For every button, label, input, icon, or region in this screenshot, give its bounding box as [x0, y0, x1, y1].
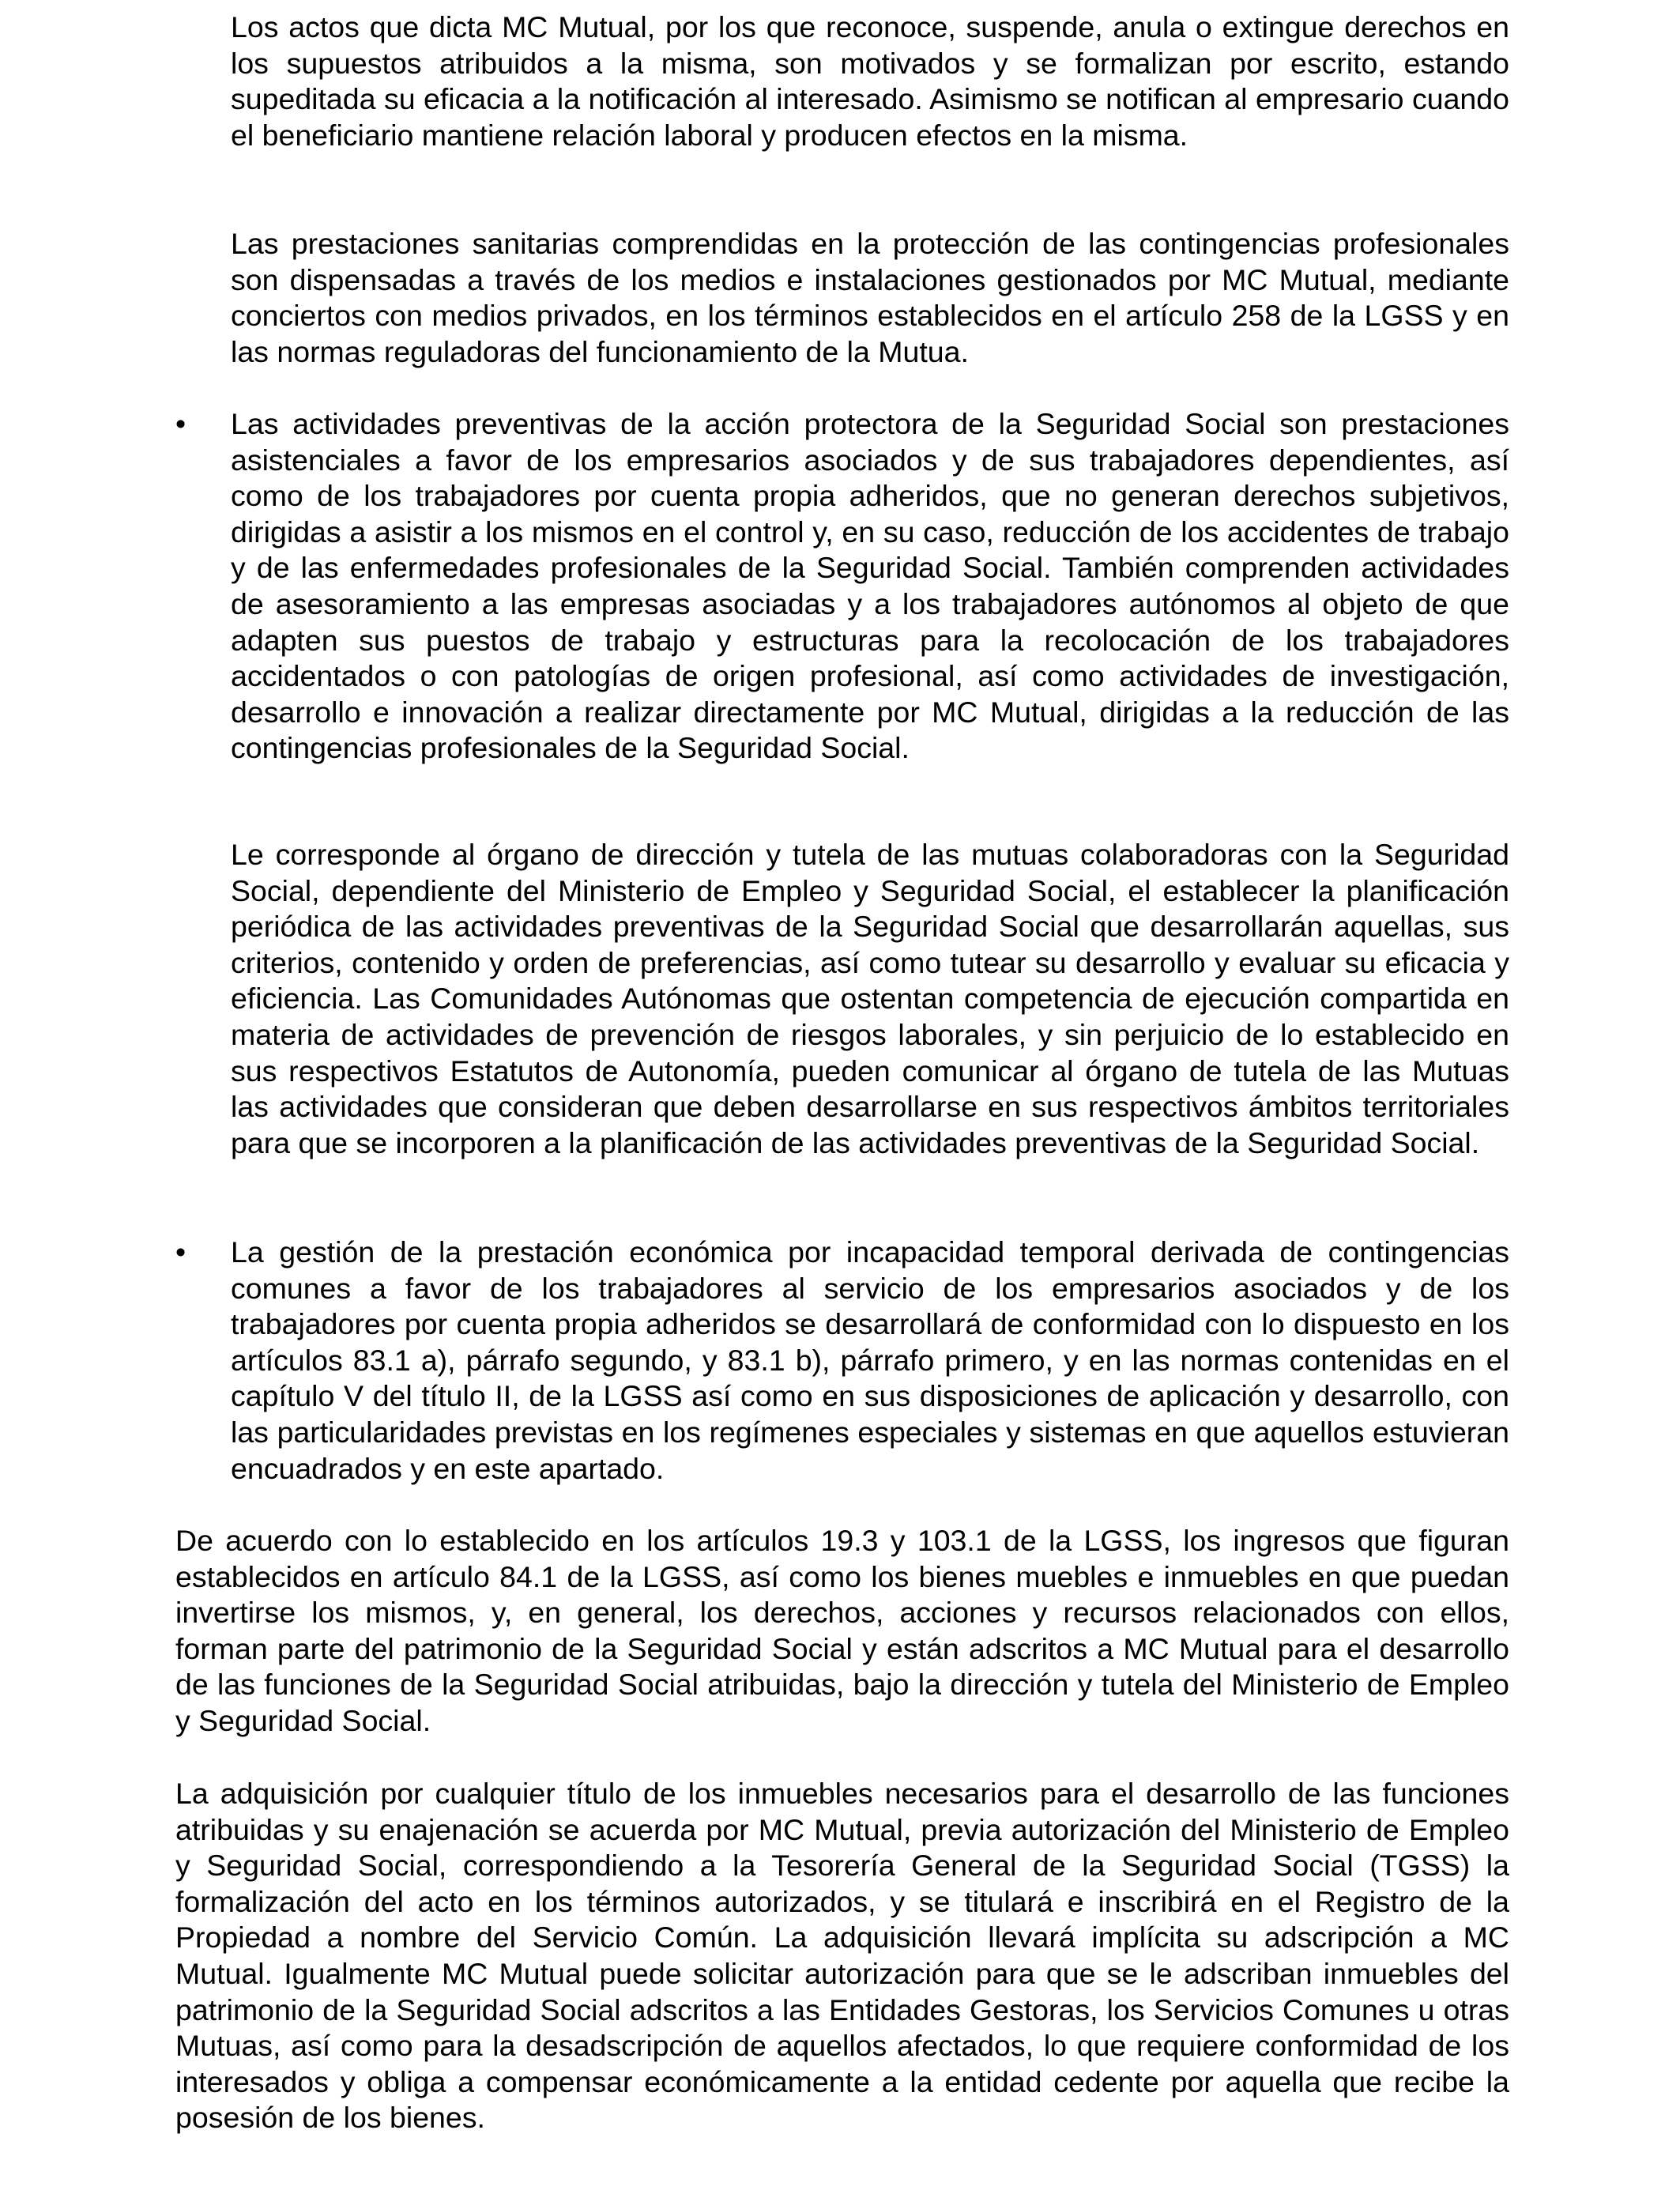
paragraph-property-acquisition: La adquisición por cualquier título de los inmuebles necesarios para el desarrollo de las funciones atribuidas y su enajenación se acuerda por MC Mutual, previa autorización del Ministerio de Empleo y Seguridad Social, correspondiendo a la Tesorería General de la Seguridad Social (TGSS) la formalización del acto en los términos autorizados, y se titulará e inscribirá en el Registro de la Propiedad a nombre del Servicio Común. La adquisición llevará implícita su adscripción a MC Mutual. Igualmente MC Mutual puede solicitar autorización para que se le adscriban inmuebles del patrimonio de la Seguridad Social adscritos a las Entidades Gestoras, los Servicios Comunes u otras Mutuas, así como para la desadscripción de aquellos afectados, lo que requiere conformidad de los interesados y obliga a compensar económicamente a la entidad cedente por aquella que recibe la posesión de los bienes.	[175, 1777, 1509, 2135]
paragraph-temporary-incapacity: La gestión de la prestación económica por incapacidad temporal derivada de contingencias comunes a favor de los trabajadores al servicio de los empresarios asociados y de los trabajadores por cuenta propia adheridos se desarrollará de conformidad con lo dispuesto en los artículos 83.1 a), párrafo segundo, y 83.1 b), párrafo primero, y en las normas contenidas en el capítulo V del título II, de la LGSS así como en sus disposiciones de aplicación y desarrollo, con las particularidades previstas en los regímenes especiales y sistemas en que aquellos estuvieran encuadrados y en este apartado.	[231, 1235, 1509, 1485]
bullet-marker: •	[175, 407, 186, 440]
bullet-marker: •	[175, 1235, 186, 1269]
paragraph-preventive-activities: Las actividades preventivas de la acción protectora de la Seguridad Social son prestaciones asistenciales a favor de los empresarios asociados y de sus trabajadores dependientes, así como de los trabajadores por cuenta propia adheridos, que no generan derechos subjetivos, dirigidas a asistir a los mismos en el control y, en su caso, reducción de los accidentes de trabajo y de las enfermedades profesionales de la Seguridad Social. También comprenden actividades de asesoramiento a las empresas asociadas y a los trabajadores autónomos al objeto de que adapten sus puestos de trabajo y estructuras para la recolocación de los trabajadores accidentados o con patologías de origen profesional, así como actividades de investigación, desarrollo e innovación a realizar directamente por MC Mutual, dirigidas a la reducción de las contingencias profesionales de la Seguridad Social.	[231, 407, 1509, 765]
paragraph-healthcare-benefits: Las prestaciones sanitarias comprendidas en la protección de las contingencias profesionales son dispensadas a través de los medios e instalaciones gestionados por MC Mutual, mediante conciertos con medios privados, en los términos establecidos en el artículo 258 de la LGSS y en las normas reguladoras del funcionamiento de la Mutua.	[231, 227, 1509, 368]
paragraph-notification-of-acts: Los actos que dicta MC Mutual, por los que reconoce, suspende, anula o extingue derechos en los supuestos atribuidos a la misma, son motivados y se formalizan por escrito, estando supeditada su eficacia a la notificación al interesado. Asimismo se notifican al empresario cuando el beneficiario mantiene relación laboral y producen efectos en la misma.	[231, 10, 1509, 152]
paragraph-planning-supervision: Le corresponde al órgano de dirección y tutela de las mutuas colaboradoras con la Seguridad Social, dependiente del Ministerio de Empleo y Seguridad Social, el establecer la planificación periódica de las actividades preventivas de la Seguridad Social que desarrollarán aquellas, sus criterios, contenido y orden de preferencias, así como tutear su desarrollo y evaluar su eficacia y eficiencia. Las Comunidades Autónomas que ostentan competencia de ejecución compartida en materia de actividades de prevención de riesgos laborales, y sin perjuicio de lo establecido en sus respectivos Estatutos de Autonomía, pueden comunicar al órgano de tutela de las Mutuas las actividades que consideran que deben desarrollarse en sus respectivos ámbitos territoriales para que se incorporen a la planificación de las actividades preventivas de la Seguridad Social.	[231, 838, 1509, 1159]
paragraph-social-security-assets: De acuerdo con lo establecido en los artículos 19.3 y 103.1 de la LGSS, los ingresos que figuran establecidos en artículo 84.1 de la LGSS, así como los bienes muebles e inmuebles en que puedan invertirse los mismos, y, en general, los derechos, acciones y recursos relacionados con ellos, forman parte del patrimonio de la Seguridad Social y están adscritos a MC Mutual para el desarrollo de las funciones de la Seguridad Social atribuidas, bajo la dirección y tutela del Ministerio de Empleo y Seguridad Social.	[175, 1524, 1509, 1737]
